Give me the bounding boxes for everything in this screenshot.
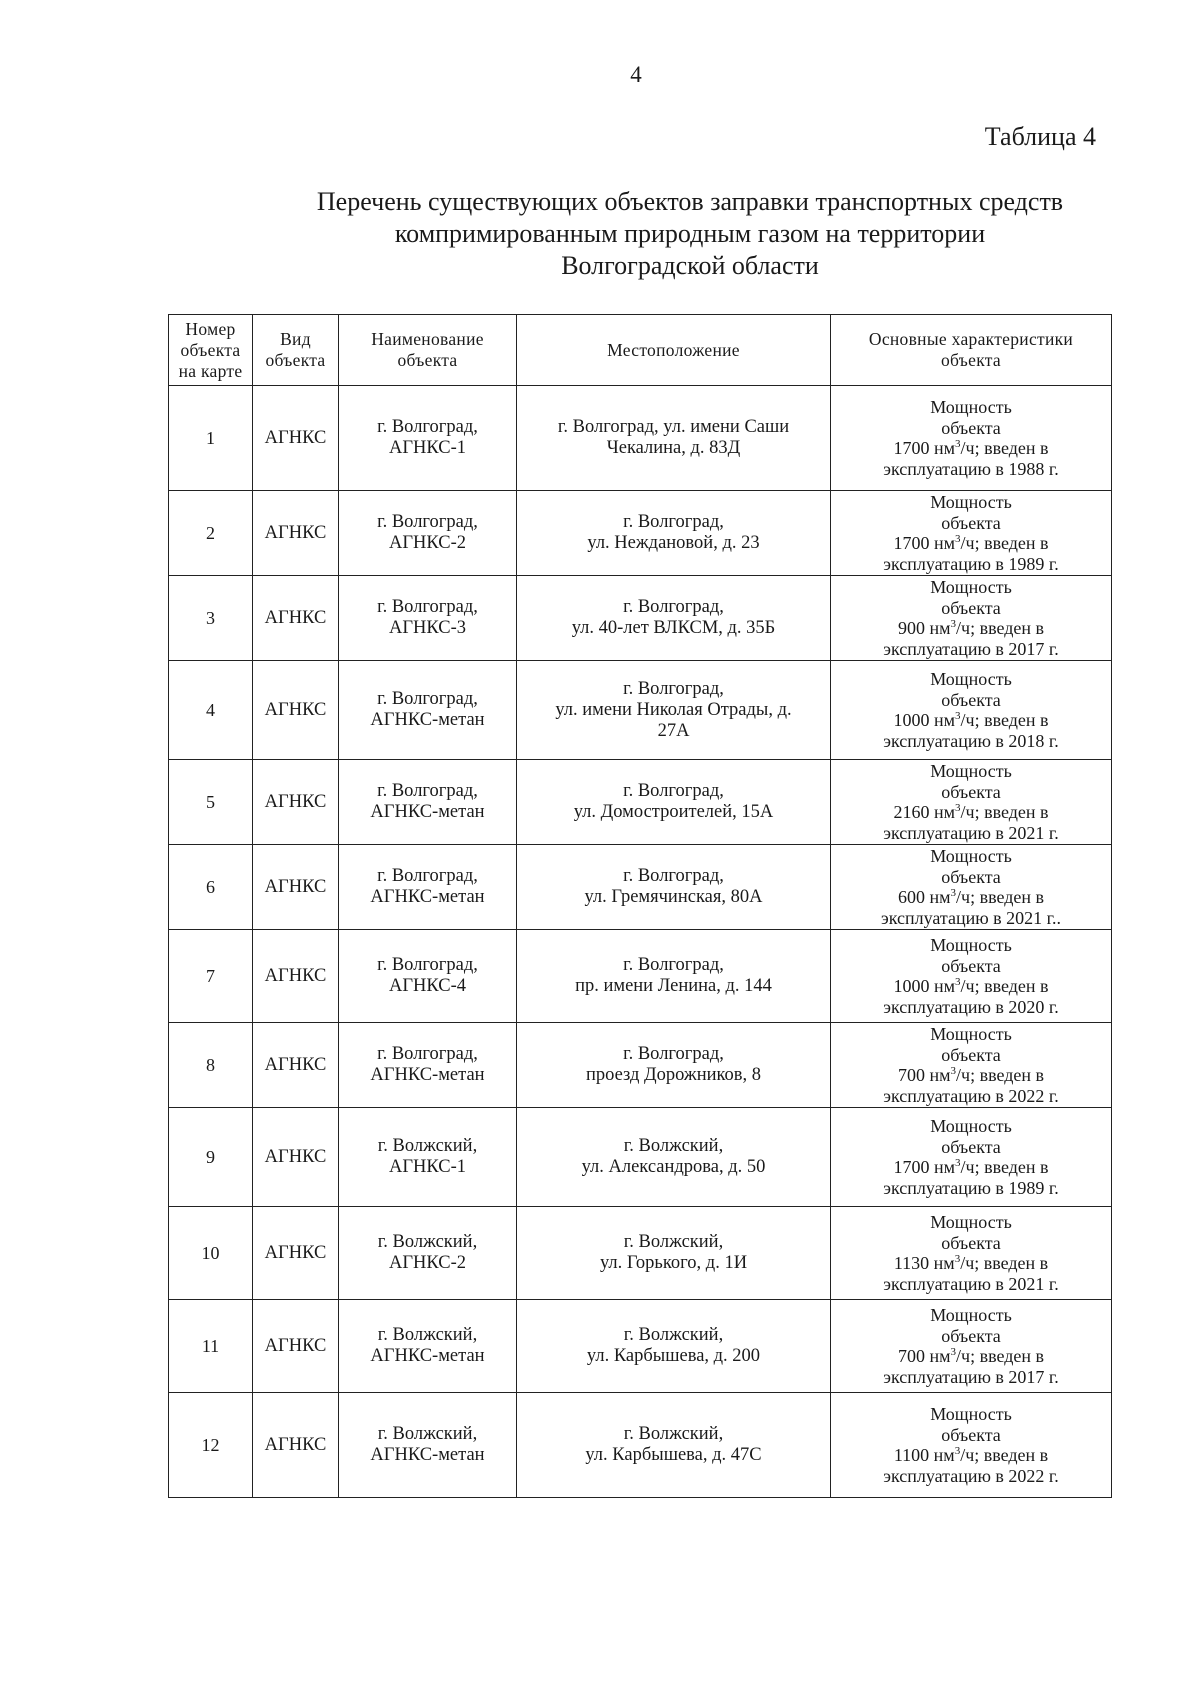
spec-rest: /ч; введен в <box>960 1445 1049 1465</box>
page-number: 4 <box>630 62 642 87</box>
spec-line-4: эксплуатацию в 2018 г. <box>883 730 1059 751</box>
spec-capacity: 700 нм <box>897 1346 951 1366</box>
cell-specs <box>831 576 1112 661</box>
spec-rest: /ч; введен в <box>960 802 1049 822</box>
spec-unit-superscript: 3 <box>955 533 961 545</box>
row-name-line-2: АГНКС-3 <box>388 618 467 638</box>
spec-unit-superscript: 3 <box>955 802 961 814</box>
row-location-line-2: ул. 40-лет ВЛКСМ, д. 35Б <box>571 618 776 638</box>
cell-type <box>253 1300 339 1393</box>
table-row <box>169 930 1112 1023</box>
row-name-line-1: г. Волгоград, <box>377 866 478 886</box>
spec-capacity: 1700 нм <box>893 533 956 553</box>
row-location-line-2: проезд Дорожников, 8 <box>585 1065 762 1085</box>
row-location-line-2: Чекалина, д. 83Д <box>606 438 741 458</box>
spec-unit-superscript: 3 <box>954 1445 961 1457</box>
row-location-line-1: г. Волгоград, ул. имени Саши <box>557 417 790 437</box>
row-name-line-1: г. Волгоград, <box>377 417 478 437</box>
row-name-line-1: г. Волгоград, <box>377 955 478 975</box>
spec-unit-superscript: 3 <box>955 976 961 988</box>
row-location-line-1: г. Волгоград, <box>623 781 724 801</box>
row-name-line-2: АГНКС-2 <box>388 533 467 553</box>
cell-specs <box>831 930 1112 1023</box>
header-name: Наименование объекта <box>339 315 517 386</box>
spec-capacity: 1130 нм <box>893 1253 955 1273</box>
row-location-line-2: ул. Гремячинская, 80А <box>584 887 763 907</box>
spec-line-1: Мощность <box>930 1305 1012 1325</box>
cell-number <box>169 1393 253 1498</box>
spec-line-1: Мощность <box>930 846 1012 866</box>
spec-capacity: 1000 нм <box>893 710 956 730</box>
table-row <box>169 491 1112 576</box>
spec-unit-superscript: 3 <box>955 1157 961 1169</box>
cell-type <box>253 1108 339 1207</box>
row-location-line-1: г. Волгоград, <box>623 866 724 886</box>
cell-name <box>339 930 517 1023</box>
row-location-line-1: г. Волжский, <box>623 1424 724 1444</box>
row-name-line-1: г. Волгоград, <box>377 689 478 709</box>
cell-name <box>339 491 517 576</box>
header-specs: Основные характеристики объекта <box>831 315 1112 386</box>
spec-line-4: эксплуатацию в 2021 г. <box>883 822 1059 843</box>
row-type: АГНКС <box>264 1335 327 1356</box>
row-location-line-2: ул. Александрова, д. 50 <box>581 1157 766 1177</box>
spec-rest: /ч; введен в <box>960 710 1049 730</box>
spec-line-2: объекта <box>941 1232 1001 1253</box>
table-label: Таблица 4 <box>984 122 1096 151</box>
row-location-line-2: ул. Карбышева, д. 200 <box>586 1346 761 1366</box>
row-type: АГНКС <box>264 1146 327 1167</box>
cell-specs <box>831 760 1112 845</box>
cell-type <box>253 386 339 491</box>
spec-line-2: объекта <box>941 1424 1001 1445</box>
spec-line-4: эксплуатацию в 2021 г.. <box>880 907 1062 928</box>
spec-line-1: Мощность <box>930 761 1012 781</box>
row-location-line-1: г. Волгоград, <box>623 512 724 532</box>
table-row <box>169 661 1112 760</box>
row-number: 1 <box>206 427 215 448</box>
table-header-row <box>169 315 1112 386</box>
spec-capacity: 600 нм <box>897 887 951 907</box>
table-row <box>169 1393 1112 1498</box>
row-number: 5 <box>206 791 215 812</box>
spec-rest: /ч; введен в <box>960 976 1049 996</box>
spec-rest: /ч; введен в <box>960 533 1049 553</box>
row-location-line-2: ул. Карбышева, д. 47С <box>585 1445 762 1465</box>
cell-name <box>339 1207 517 1300</box>
row-name-line-2: АГНКС-1 <box>388 438 467 458</box>
row-location-line-1: г. Волгоград, <box>623 1044 724 1064</box>
cell-location <box>517 1023 831 1108</box>
row-location-line-2: ул. Горького, д. 1И <box>599 1253 748 1273</box>
spec-capacity: 700 нм <box>897 1065 951 1085</box>
spec-unit-superscript: 3 <box>955 438 961 450</box>
cell-number <box>169 1108 253 1207</box>
cell-type <box>253 661 339 760</box>
cell-type <box>253 1393 339 1498</box>
cell-number <box>169 760 253 845</box>
spec-capacity: 1700 нм <box>893 438 956 458</box>
spec-unit-superscript: 3 <box>950 1065 957 1077</box>
row-name-line-2: АГНКС-метан <box>370 802 485 822</box>
spec-line-2: объекта <box>941 1044 1001 1065</box>
spec-line-2: объекта <box>941 1136 1001 1157</box>
spec-line-1: Мощность <box>930 397 1012 417</box>
table-row <box>169 760 1112 845</box>
cell-location <box>517 1108 831 1207</box>
spec-line-2: объекта <box>941 781 1001 802</box>
table-row <box>169 386 1112 491</box>
facilities-table <box>168 314 1112 1498</box>
spec-rest: /ч; введен в <box>960 1253 1049 1273</box>
cell-name <box>339 661 517 760</box>
spec-line-4: эксплуатацию в 1988 г. <box>883 458 1059 479</box>
title-line-3: Волгоградской области <box>561 251 819 280</box>
spec-rest: /ч; введен в <box>956 1346 1044 1366</box>
cell-number <box>169 1207 253 1300</box>
row-type: АГНКС <box>264 1434 327 1455</box>
row-location-line-1: г. Волжский, <box>623 1325 724 1345</box>
row-number: 2 <box>206 522 215 543</box>
row-location-line-1: г. Волгоград, <box>623 678 724 699</box>
row-name-line-2: АГНКС-4 <box>388 976 467 996</box>
row-number: 6 <box>206 876 215 897</box>
row-location-line-1: г. Волгоград, <box>623 955 724 975</box>
spec-line-1: Мощность <box>930 577 1012 597</box>
row-name-line-1: г. Волжский, <box>377 1136 478 1156</box>
row-type: АГНКС <box>264 1242 327 1263</box>
cell-location <box>517 930 831 1023</box>
cell-location <box>517 845 831 930</box>
spec-line-2: объекта <box>941 955 1001 976</box>
row-name-line-2: АГНКС-метан <box>370 1065 485 1085</box>
table-row <box>169 1300 1112 1393</box>
header-number: Номер объекта на карте <box>169 315 253 386</box>
spec-line-2: объекта <box>941 597 1001 618</box>
row-location-line-2: ул. Домостроителей, 15А <box>573 802 774 822</box>
cell-name <box>339 760 517 845</box>
cell-number <box>169 930 253 1023</box>
cell-number <box>169 661 253 760</box>
spec-unit-superscript: 3 <box>955 710 961 722</box>
cell-type <box>253 760 339 845</box>
row-location-line-1: г. Волгоград, <box>623 597 724 617</box>
cell-name <box>339 576 517 661</box>
cell-name <box>339 386 517 491</box>
cell-location <box>517 1207 831 1300</box>
cell-number <box>169 491 253 576</box>
cell-location <box>517 576 831 661</box>
spec-unit-superscript: 3 <box>950 887 957 899</box>
spec-line-4: эксплуатацию в 1989 г. <box>883 1177 1059 1198</box>
cell-location <box>517 386 831 491</box>
row-name-line-1: г. Волжский, <box>377 1325 478 1345</box>
spec-line-1: Мощность <box>930 1404 1012 1424</box>
cell-specs <box>831 1300 1112 1393</box>
row-name-line-1: г. Волгоград, <box>377 597 478 617</box>
spec-unit-superscript: 3 <box>950 1346 957 1358</box>
table-row <box>169 845 1112 930</box>
spec-rest: /ч; введен в <box>956 887 1044 907</box>
row-location-line-1: г. Волжский, <box>623 1232 724 1252</box>
spec-line-2: объекта <box>941 417 1001 438</box>
row-name-line-2: АГНКС-2 <box>388 1253 467 1273</box>
spec-line-2: объекта <box>941 866 1001 887</box>
cell-name <box>339 1108 517 1207</box>
cell-name <box>339 1023 517 1108</box>
row-name-line-2: АГНКС-метан <box>370 887 485 907</box>
row-location-line-1: г. Волжский, <box>623 1136 724 1156</box>
spec-line-4: эксплуатацию в 2017 г. <box>883 1366 1059 1387</box>
cell-specs <box>831 1023 1112 1108</box>
spec-capacity: 1100 нм <box>893 1445 955 1465</box>
cell-specs <box>831 845 1112 930</box>
spec-line-2: объекта <box>941 689 1001 710</box>
spec-line-1: Мощность <box>930 1116 1012 1136</box>
cell-specs <box>831 1108 1112 1207</box>
cell-specs <box>831 661 1112 760</box>
table-row <box>169 1023 1112 1108</box>
row-number: 7 <box>206 965 215 986</box>
title-line-1: Перечень существующих объектов заправки транспортных средств <box>316 187 1064 216</box>
cell-number <box>169 576 253 661</box>
cell-type <box>253 576 339 661</box>
row-type: АГНКС <box>264 965 327 986</box>
spec-line-1: Мощность <box>930 1212 1012 1232</box>
row-name-line-1: г. Волгоград, <box>377 781 478 801</box>
row-name-line-1: г. Волгоград, <box>377 512 478 532</box>
spec-rest: /ч; введен в <box>956 1065 1044 1085</box>
spec-line-4: эксплуатацию в 2020 г. <box>883 996 1059 1017</box>
cell-name <box>339 845 517 930</box>
spec-capacity: 900 нм <box>897 618 951 638</box>
cell-number <box>169 845 253 930</box>
row-location-line-2: ул. Неждановой, д. 23 <box>587 533 760 553</box>
row-number: 11 <box>201 1335 220 1356</box>
spec-capacity: 1000 нм <box>893 976 956 996</box>
table-row <box>169 576 1112 661</box>
cell-name <box>339 1300 517 1393</box>
spec-rest: /ч; введен в <box>960 438 1049 458</box>
cell-type <box>253 930 339 1023</box>
spec-line-4: эксплуатацию в 2022 г. <box>883 1465 1059 1486</box>
document-title <box>250 186 1130 282</box>
row-type: АГНКС <box>264 791 327 812</box>
cell-specs <box>831 386 1112 491</box>
cell-name <box>339 1393 517 1498</box>
row-number: 9 <box>206 1146 215 1167</box>
row-type: АГНКС <box>264 522 327 543</box>
row-name-line-2: АГНКС-метан <box>370 1346 485 1366</box>
row-type: АГНКС <box>264 427 327 448</box>
row-number: 12 <box>201 1434 220 1455</box>
spec-line-1: Мощность <box>930 492 1012 512</box>
cell-location <box>517 661 831 760</box>
spec-capacity: 2160 нм <box>893 802 956 822</box>
row-location-line-2: ул. имени Николая Отрады, д. <box>555 699 792 720</box>
row-name-line-1: г. Волжский, <box>377 1424 478 1444</box>
cell-type <box>253 1207 339 1300</box>
header-location: Местоположение <box>517 315 831 386</box>
table-body <box>169 386 1112 1498</box>
spec-line-2: объекта <box>941 1325 1001 1346</box>
cell-specs <box>831 1207 1112 1300</box>
spec-unit-superscript: 3 <box>950 618 957 630</box>
cell-location <box>517 491 831 576</box>
cell-number <box>169 1023 253 1108</box>
row-type: АГНКС <box>264 876 327 897</box>
title-line-2: компримированным природным газом на территории <box>394 219 986 248</box>
spec-line-2: объекта <box>941 512 1001 533</box>
spec-capacity: 1700 нм <box>893 1157 956 1177</box>
row-number: 4 <box>206 699 215 720</box>
spec-line-4: эксплуатацию в 1989 г. <box>883 553 1059 574</box>
cell-location <box>517 1393 831 1498</box>
row-name-line-2: АГНКС-метан <box>370 1445 485 1465</box>
row-name-line-1: г. Волгоград, <box>377 1044 478 1064</box>
row-type: АГНКС <box>264 607 327 628</box>
row-name-line-1: г. Волжский, <box>377 1232 478 1252</box>
cell-specs <box>831 491 1112 576</box>
row-type: АГНКС <box>264 699 327 720</box>
row-name-line-2: АГНКС-1 <box>388 1157 467 1177</box>
cell-type <box>253 845 339 930</box>
cell-type <box>253 1023 339 1108</box>
spec-line-4: эксплуатацию в 2017 г. <box>883 638 1059 659</box>
row-type: АГНКС <box>264 1054 327 1075</box>
spec-rest: /ч; введен в <box>960 1157 1049 1177</box>
spec-line-1: Мощность <box>930 1024 1012 1044</box>
row-location-line-3: 27А <box>657 720 690 741</box>
spec-rest: /ч; введен в <box>956 618 1044 638</box>
cell-type <box>253 491 339 576</box>
header-type: Вид объекта <box>253 315 339 386</box>
spec-line-1: Мощность <box>930 669 1012 689</box>
spec-line-1: Мощность <box>930 935 1012 955</box>
spec-unit-superscript: 3 <box>954 1253 961 1265</box>
row-number: 3 <box>206 607 215 628</box>
spec-line-4: эксплуатацию в 2022 г. <box>883 1085 1059 1106</box>
cell-location <box>517 760 831 845</box>
row-number: 10 <box>201 1242 220 1263</box>
cell-location <box>517 1300 831 1393</box>
cell-specs <box>831 1393 1112 1498</box>
cell-number <box>169 386 253 491</box>
table-row <box>169 1207 1112 1300</box>
table-row <box>169 1108 1112 1207</box>
spec-line-4: эксплуатацию в 2021 г. <box>883 1273 1059 1294</box>
row-location-line-2: пр. имени Ленина, д. 144 <box>575 976 772 996</box>
row-name-line-2: АГНКС-метан <box>370 710 485 730</box>
row-number: 8 <box>206 1054 215 1075</box>
cell-number <box>169 1300 253 1393</box>
